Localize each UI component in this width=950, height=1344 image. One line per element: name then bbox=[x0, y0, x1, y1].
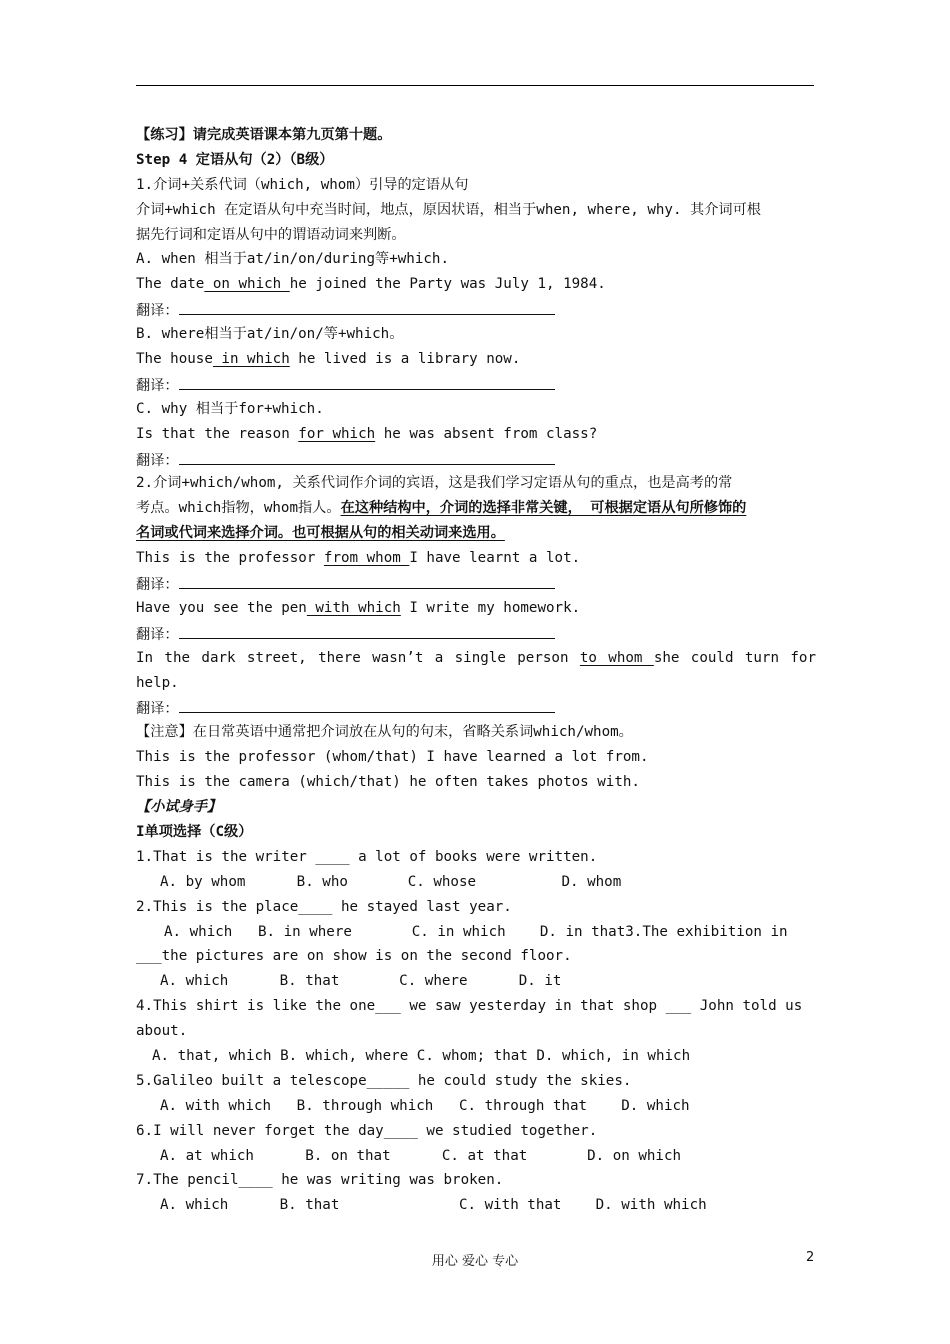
question-3-cont: ___the pictures are on show is on the second floor. bbox=[136, 948, 572, 965]
translate-line bbox=[136, 297, 816, 322]
translate-line bbox=[136, 447, 816, 472]
question-5-options: A. with which B. through which C. through that D. which bbox=[160, 1097, 690, 1114]
footer-motto: 用心 爱心 专心 bbox=[431, 1254, 519, 1269]
question-4: 4.This shirt is like the one___ we saw yesterday in that shop ___ John told us bbox=[136, 998, 803, 1015]
question-7: 7.The pencil____ he was writing was broken. bbox=[136, 1172, 504, 1189]
translate-blank[interactable] bbox=[179, 297, 555, 315]
p1-intro-line2: 据先行词和定语从句中的谓语动词来判断。 bbox=[136, 226, 406, 243]
example-text: This is the professor bbox=[136, 550, 324, 567]
p2-line1: 2.介词+which/whom, 关系代词作介词的宾语，这是我们学习定语从句的重点，也是高考的常 bbox=[136, 475, 733, 492]
step-title: Step 4 定语从句（2）（B级） bbox=[136, 151, 334, 168]
p2-example-3-cont: help. bbox=[136, 674, 179, 691]
p2-key-point: 名词或代词来选择介词。也可根据从句的相关动词来选用。 bbox=[136, 525, 505, 542]
example-underline: in which bbox=[212, 351, 290, 368]
example-underline: with which bbox=[306, 599, 401, 616]
p1-c-example bbox=[136, 422, 816, 447]
question-2-options: A. which B. in where C. in which D. in that3.The exhibition in bbox=[164, 923, 788, 940]
p1-heading: 1.介词+关系代词（which, whom）引导的定语从句 bbox=[136, 176, 469, 193]
translate-line bbox=[136, 372, 816, 397]
p2-line2 bbox=[136, 496, 816, 521]
page-number: 2 bbox=[806, 1250, 815, 1265]
translate-label: 翻译： bbox=[136, 303, 179, 320]
question-4-cont: about. bbox=[136, 1023, 188, 1040]
note-example-1: This is the professor (whom/that) I have learned a lot from. bbox=[136, 749, 649, 766]
translate-line bbox=[136, 621, 816, 646]
question-1-options: A. by whom B. who C. whose D. whom bbox=[160, 873, 622, 890]
translate-label: 翻译： bbox=[136, 377, 179, 394]
question-7-options: A. which B. that C. with that D. with which bbox=[160, 1197, 707, 1214]
p1-a-label: A. when 相当于at/in/on/during等+which. bbox=[136, 251, 449, 268]
header-rule bbox=[136, 85, 814, 86]
example-underline: to whom bbox=[579, 649, 654, 666]
p1-b-label: B. where相当于at/in/on/等+which。 bbox=[136, 326, 404, 343]
note-label: 【注意】在日常英语中通常把介词放在从句的句末，省略关系词which/whom。 bbox=[136, 724, 633, 741]
p1-a-example bbox=[136, 272, 816, 297]
p2-example-2 bbox=[136, 596, 816, 621]
example-text: he lived is a library now. bbox=[289, 351, 521, 368]
example-text: The house bbox=[136, 351, 213, 368]
example-text: I write my homework. bbox=[400, 599, 581, 616]
example-text: he was absent from class? bbox=[375, 425, 598, 442]
example-text: The date bbox=[136, 276, 205, 293]
p2-example-3 bbox=[136, 646, 816, 671]
translate-blank[interactable] bbox=[179, 372, 555, 390]
section-title: 【练习】请完成英语课本第九页第十题。 bbox=[136, 127, 392, 143]
translate-blank[interactable] bbox=[179, 447, 555, 465]
note-example-2: This is the camera (which/that) he often takes photos with. bbox=[136, 774, 640, 791]
translate-line bbox=[136, 571, 816, 596]
example-text: she could turn for bbox=[653, 649, 816, 666]
question-6: 6.I will never forget the day____ we studied together. bbox=[136, 1122, 598, 1139]
p1-intro-line1: 介词+which 在定语从句中充当时间，地点，原因状语，相当于when, where, why. 其介词可根 bbox=[136, 201, 761, 218]
practice-title: 【小试身手】 bbox=[136, 799, 222, 816]
translate-label: 翻译： bbox=[136, 452, 179, 469]
question-5: 5.Galileo built a telescope_____ he could study the skies. bbox=[136, 1072, 632, 1089]
translate-blank[interactable] bbox=[179, 695, 555, 713]
translate-label: 翻译： bbox=[136, 577, 179, 594]
translate-label: 翻译： bbox=[136, 701, 179, 718]
question-4-options: A. that, which B. which, where C. whom; that D. which, in which bbox=[152, 1047, 691, 1064]
example-underline: on which bbox=[204, 276, 290, 293]
question-2: 2.This is the place____ he stayed last year. bbox=[136, 898, 512, 915]
document-body bbox=[136, 123, 816, 1218]
example-text: Is that the reason bbox=[136, 425, 299, 442]
example-text: he joined the Party was July 1, 1984. bbox=[289, 276, 606, 293]
part1-title: I单项选择（C级） bbox=[136, 823, 253, 840]
question-3-options: A. which B. that C. where D. it bbox=[160, 973, 562, 990]
translate-line bbox=[136, 695, 816, 720]
example-underline: for which bbox=[298, 425, 376, 442]
example-text: I have learnt a lot. bbox=[409, 550, 581, 567]
example-text: In the dark street, there wasn’t a single person bbox=[136, 649, 580, 666]
p2-example-1 bbox=[136, 546, 816, 571]
p2-line2-text: 考点。which指物，whom指人。 bbox=[136, 500, 341, 517]
question-1: 1.That is the writer ____ a lot of books were written. bbox=[136, 848, 598, 865]
translate-label: 翻译： bbox=[136, 626, 179, 643]
translate-blank[interactable] bbox=[179, 621, 555, 639]
p2-line3 bbox=[136, 521, 816, 546]
translate-blank[interactable] bbox=[179, 571, 555, 589]
example-text: Have you see the pen bbox=[136, 599, 307, 616]
p1-c-label: C. why 相当于for+which. bbox=[136, 400, 324, 417]
question-6-options: A. at which B. on that C. at that D. on which bbox=[160, 1147, 682, 1164]
example-underline: from whom bbox=[323, 550, 410, 567]
p1-b-example bbox=[136, 347, 816, 372]
p2-key-point: 在这种结构中，介词的选择非常关键， 可根据定语从句所修饰的 bbox=[340, 500, 747, 517]
